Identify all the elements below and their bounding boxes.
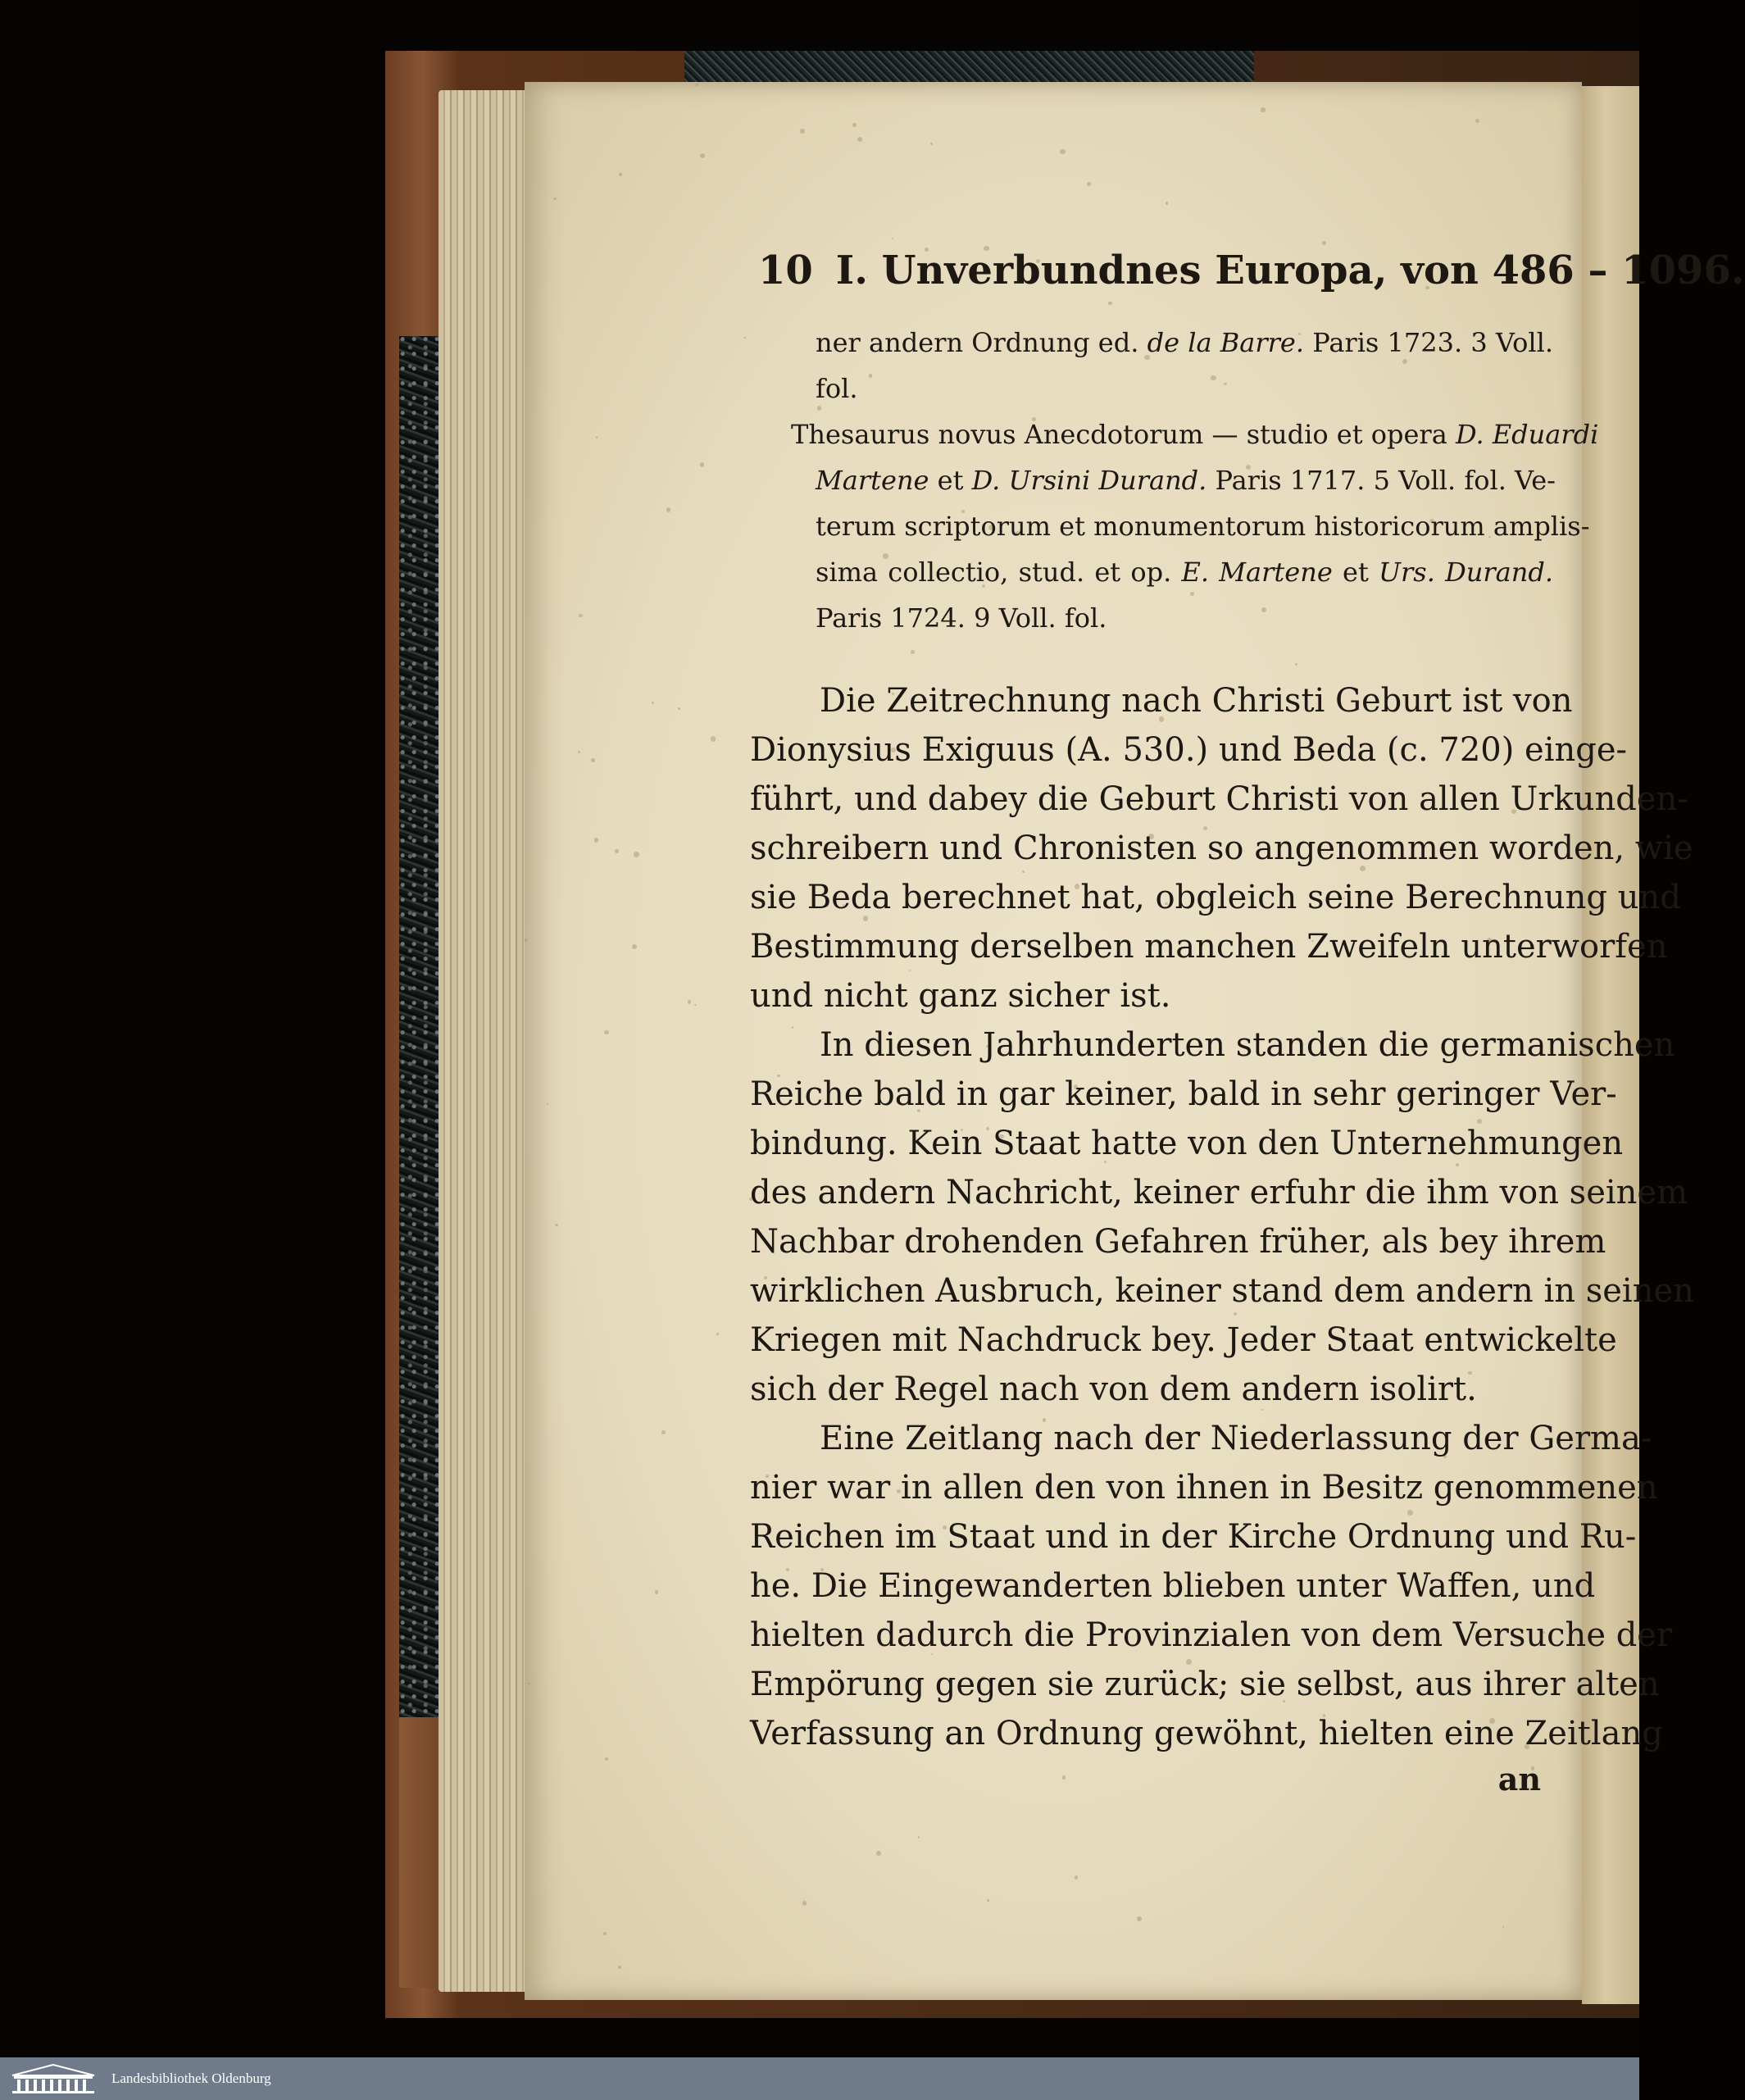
text-line: führt, und dabey die Geburt Christi von allen Urkunden- [750,780,1688,818]
reference-line [816,549,1553,595]
reference-text: Paris 1724. 9 Voll. fol. [816,602,1107,634]
text-line: Eine Zeitlang nach der Niederlassung der Germa- [820,1420,1652,1457]
text-line: Die Zeitrechnung nach Christi Geburt ist von [820,682,1573,720]
running-header [758,242,1745,299]
reference-text: terum scriptorum et monumentorum historicorum amplis- [816,511,1590,542]
text-line: Dionysius Exiguus (A. 530.) und Beda (c. 720) einge- [750,731,1628,769]
text-line: hielten dadurch die Provinzialen von dem Versuche der [750,1616,1673,1654]
reference-italic: Urs. Durand. [1379,557,1554,588]
reference-italic: D. Ursini Durand. [971,465,1207,496]
text-line: Empörung gegen sie zurück; sie selbst, aus ihrer alten [750,1666,1660,1703]
reference-line [816,366,1553,411]
reference-italic: de la Barre. [1147,327,1305,358]
reference-text: et [1332,557,1379,588]
text-line: Verfassung an Ordnung gewöhnt, hielten eine Zeitlang [750,1715,1663,1752]
reference-italic: E. Martene [1181,557,1333,588]
reference-text: et [929,465,972,496]
reference-line [816,457,1556,503]
footer-bar [0,2057,1639,2100]
text-line: des andern Nachricht, keiner erfuhr die ihm von seinem [750,1174,1688,1211]
reference-text: Thesaurus novus Anecdotorum — studio et opera [791,419,1456,450]
text-line: Kriegen mit Nachdruck bey. Jeder Staat entwickelte [750,1321,1617,1359]
catchword: an [1497,1761,1541,1798]
reference-italic: D. Eduardi [1455,419,1599,450]
text-line: schreibern und Chronisten so angenommen worden, wie [750,830,1693,867]
text-line: Nachbar drohenden Gefahren früher, als bey ihrem [750,1223,1606,1261]
reference-italic: Martene [816,465,929,496]
text-line: Reichen im Staat und in der Kirche Ordnung und Ru- [750,1518,1637,1556]
library-name: Landesbibliothek Oldenburg [111,2070,271,2086]
text-line: und nicht ganz sicher ist. [750,977,1171,1015]
text-line: Bestimmung derselben manchen Zweifeln unterworfen [750,928,1668,966]
reference-line [816,503,1590,549]
reference-line [816,595,1553,641]
reference-line [816,320,1553,366]
text-line: sich der Regel nach von dem andern isolirt. [750,1370,1477,1408]
reference-line [791,411,1599,457]
library-building-icon [5,2062,102,2095]
reference-text: ner andern Ordnung ed. [816,327,1147,358]
text-line: nier war in allen den von ihnen in Besitz genommenen [750,1469,1658,1507]
text-line: Reiche bald in gar keiner, bald in sehr geringer Ver- [750,1075,1617,1113]
text-line: In diesen Jahrhunderten standen die germanischen [820,1026,1675,1064]
text-line: bindung. Kein Staat hatte von den Unternehmungen [750,1125,1624,1162]
text-line: sie Beda berechnet hat, obgleich seine Berechnung und [750,879,1681,916]
reference-text: Paris 1717. 5 Voll. fol. Ve- [1207,465,1556,496]
reference-text: fol. [816,373,858,404]
text-line: wirklichen Ausbruch, keiner stand dem andern in seinen [750,1272,1694,1310]
text-line: he. Die Eingewanderten blieben unter Waffen, und [750,1567,1596,1605]
running-title: I. Unverbundnes Europa, von 486 – 1096. [835,248,1745,293]
page-number: 10 [758,248,813,293]
reference-text: Paris 1723. 3 Voll. [1304,327,1554,358]
reference-text: sima collectio, stud. et op. [816,557,1182,588]
